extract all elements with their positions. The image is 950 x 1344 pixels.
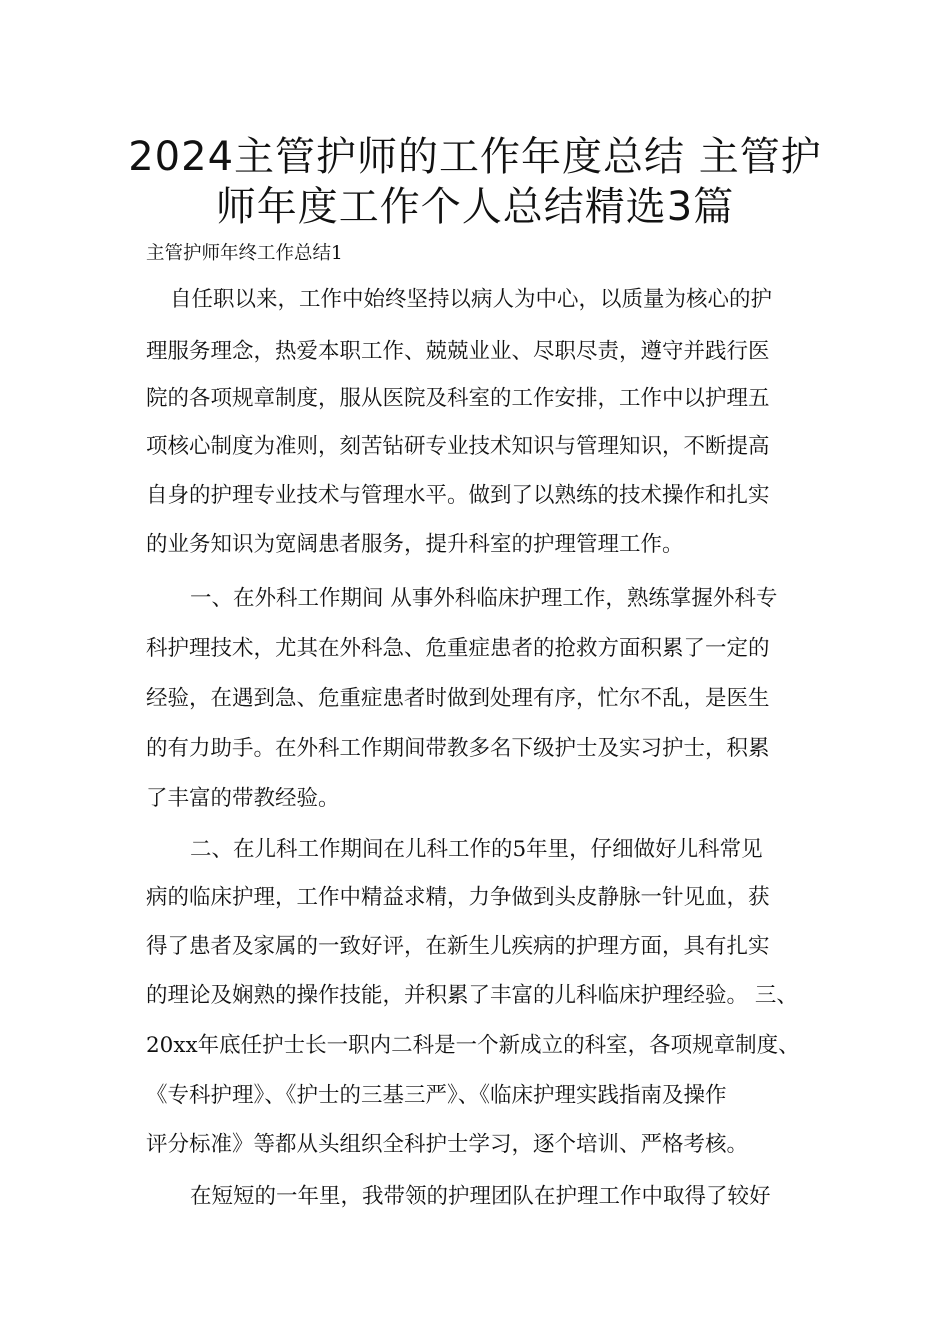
paragraph-1-line-6: 的业务知识为宽阔患者服务，提升科室的护理管理工作。: [146, 532, 684, 557]
paragraph-2-line-2: 科护理技术，尤其在外科急、危重症患者的抢救方面积累了一定的: [146, 636, 770, 661]
paragraph-3-line-2: 病的临床护理，工作中精益求精，力争做到头皮静脉一针见血，获: [146, 885, 770, 910]
paragraph-2-line-4: 的有力助手。在外科工作期间带教多名下级护士及实习护士，积累: [146, 736, 770, 761]
paragraph-1-line-1: 自任职以来，工作中始终坚持以病人为中心，以质量为核心的护: [170, 287, 773, 312]
paragraph-3-line-6: 《专科护理》、《护士的三基三严》、《临床护理实践指南及操作: [146, 1083, 727, 1108]
paragraph-2-line-1: 一、在外科工作期间 从事外科临床护理工作，熟练掌握外科专: [190, 586, 778, 611]
paragraph-4-line-1: 在短短的一年里，我带领的护理团队在护理工作中取得了较好: [190, 1184, 771, 1209]
document-title-line-1: 2024主管护师的工作年度总结 主管护: [128, 134, 822, 180]
paragraph-2-line-5: 了丰富的带教经验。: [146, 786, 340, 811]
paragraph-1-line-3: 院的各项规章制度，服从医院及科室的工作安排，工作中以护理五: [146, 386, 770, 411]
paragraph-3-line-5: 20xx年底任护士长一职内二科是一个新成立的科室，各项规章制度、: [146, 1033, 800, 1058]
paragraph-1-line-4: 项核心制度为准则，刻苦钻研专业技术知识与管理知识，不断提高: [146, 434, 770, 459]
paragraph-1-line-5: 自身的护理专业技术与管理水平。做到了以熟练的技术操作和扎实: [146, 483, 770, 508]
paragraph-3-line-7: 评分标准》等都从头组织全科护士学习，逐个培训、严格考核。: [146, 1132, 749, 1157]
paragraph-1-line-2: 理服务理念，热爱本职工作、兢兢业业、尽职尽责，遵守并践行医: [146, 339, 770, 364]
document-title-line-2: 师年度工作个人总结精选3篇: [215, 184, 735, 230]
paragraph-3-line-3: 得了患者及家属的一致好评，在新生儿疾病的护理方面，具有扎实: [146, 934, 770, 959]
paragraph-3-line-4: 的理论及娴熟的操作技能，并积累了丰富的儿科临床护理经验。 三、: [146, 983, 798, 1008]
paragraph-2-line-3: 经验，在遇到急、危重症患者时做到处理有序，忙尔不乱，是医生: [146, 686, 770, 711]
paragraph-3-line-1: 二、在儿科工作期间在儿科工作的5年里，仔细做好儿科常见: [190, 837, 763, 862]
section-heading: 主管护师年终工作总结1: [146, 243, 343, 264]
